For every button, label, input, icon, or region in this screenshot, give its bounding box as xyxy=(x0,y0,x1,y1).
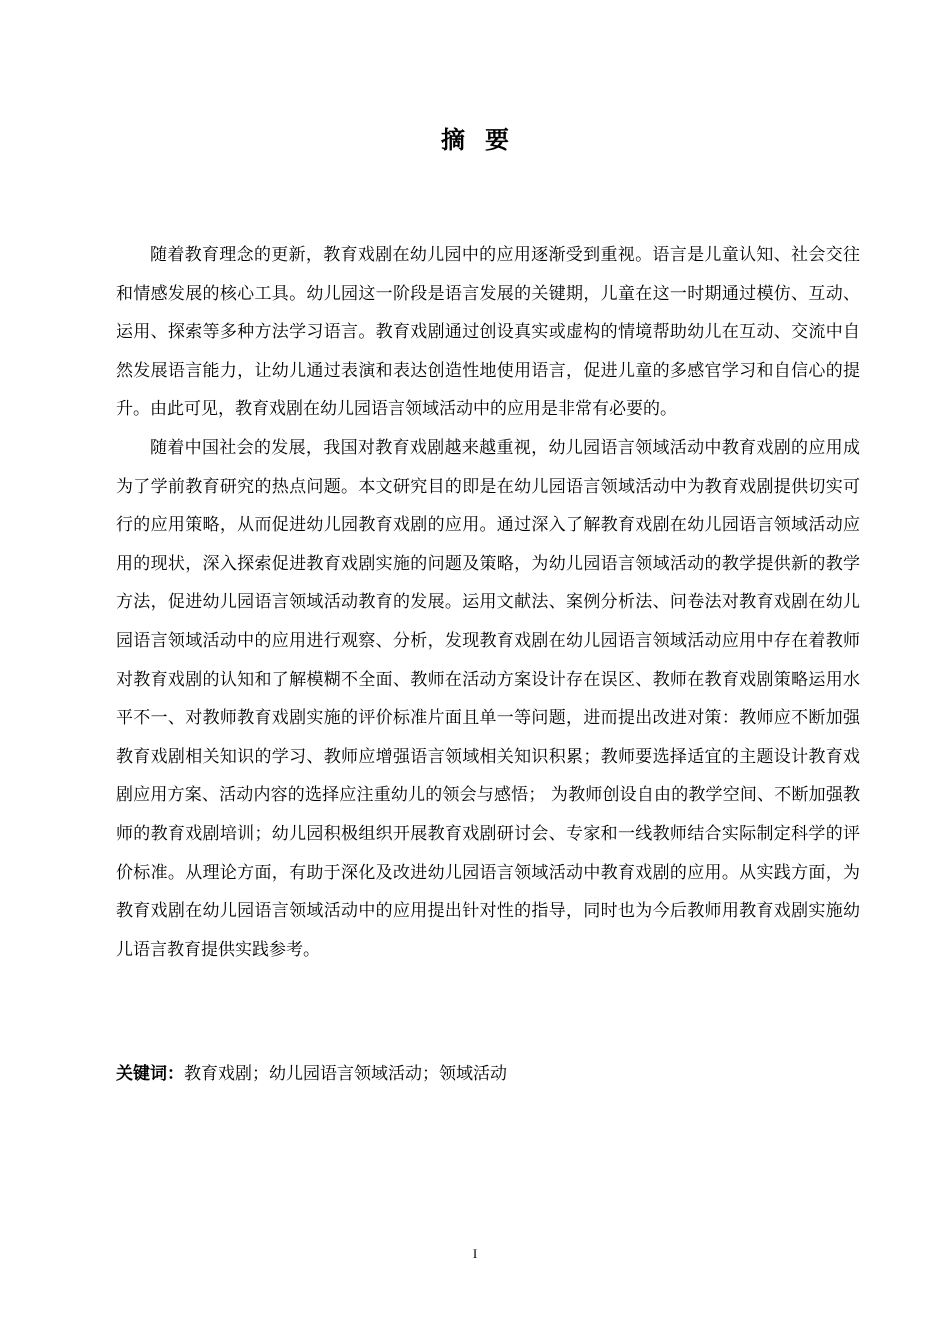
keywords-text: 教育戏剧；幼儿园语言领域活动；领域活动 xyxy=(184,1064,507,1084)
abstract-paragraph-2: 随着中国社会的发展，我国对教育戏剧越来越重视，幼儿园语言领域活动中教育戏剧的应用成为了学前教育研究的热点问题。本文研究目的即是在幼儿园语言领域活动中为教育戏剧提供切实可行的应用策略，从而促进幼儿园教育戏剧的应用。通过深入了解教育戏剧在幼儿园语言领域活动应用的现状，深入探索促进教育戏剧实施的问题及策略，为幼儿园语言领域活动的教学提供新的教学方法，促进幼儿园语言领域活动教育的发展。运用文献法、案例分析法、问卷法对教育戏剧在幼儿园语言领域活动中的应用进行观察、分析，发现教育戏剧在幼儿园语言领域活动应用中存在着教师对教育戏剧的认知和了解模糊不全面、教师在活动方案设计存在误区、教师在教育戏剧策略运用水平不一、对教师教育戏剧实施的评价标准片面且单一等问题，进而提出改进对策：教师应不断加强教育戏剧相关知识的学习、教师应增强语言领域相关知识积累；教师要选择适宜的主题设计教育戏剧应用方案、活动内容的选择应注重幼儿的领会与感悟； 为教师创设自由的教学空间、不断加强教师的教育戏剧培训；幼儿园积极组织开展教育戏剧研讨会、专家和一线教师结合实际制定科学的评价标准。从理论方面，有助于深化及改进幼儿园语言领域活动中教育戏剧的应用。从实践方面，为教育戏剧在幼儿园语言领域活动中的应用提出针对性的指导，同时也为今后教师用教育戏剧实施幼儿语言教育提供实践参考。 xyxy=(116,437,860,960)
page-number: I xyxy=(472,1246,478,1261)
page-title: 摘要 xyxy=(441,126,529,154)
abstract-paragraph-1: 随着教育理念的更新，教育戏剧在幼儿园中的应用逐渐受到重视。语言是儿童认知、社会交往和情感发展的核心工具。幼儿园这一阶段是语言发展的关键期，儿童在这一时期通过模仿、互动、运用、探索等多种方法学习语言。教育戏剧通过创设真实或虚构的情境帮助幼儿在互动、交流中自然发展语言能力，让幼儿通过表演和表达创造性地使用语言，促进儿童的多感官学习和自信心的提升。由此可见，教育戏剧在幼儿园语言领域活动中的应用是非常有必要的。 xyxy=(116,245,860,420)
keywords-label: 关键词： xyxy=(116,1064,184,1084)
abstract-body xyxy=(116,236,860,969)
keywords-line xyxy=(116,1055,860,1093)
